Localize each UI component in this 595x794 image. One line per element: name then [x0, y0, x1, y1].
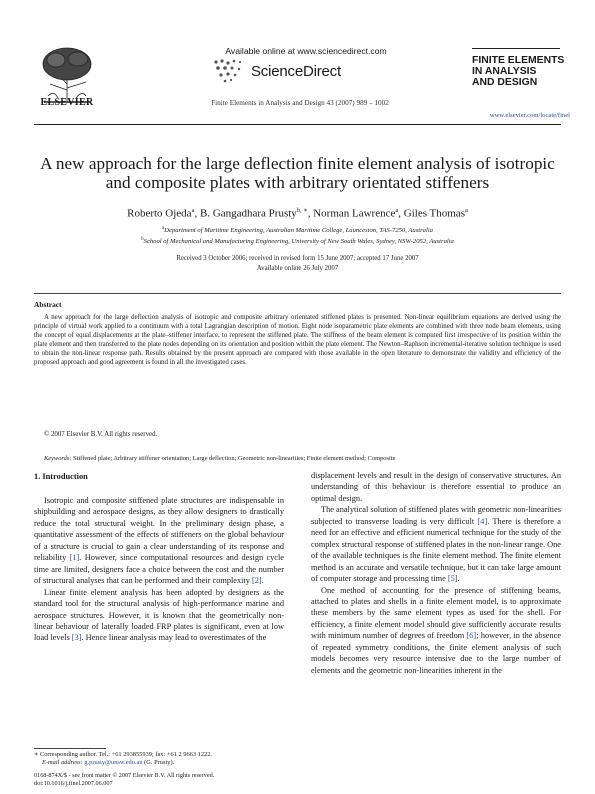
author-name: B. Gangadhara Prusty	[199, 207, 297, 220]
keywords	[44, 455, 561, 462]
title-line: A new approach for the large deflection finite element analysis of isotropic	[40, 154, 555, 173]
paragraph-text: The analytical solution of stiffened plates with geometric non-linearities subjected to transverse loading is very difficult	[311, 505, 561, 526]
section-heading: 1. Introduction	[34, 472, 88, 481]
journal-title-line: AND DESIGN	[472, 77, 538, 88]
author-name: Norman Lawrence	[313, 207, 396, 220]
body-paragraph	[34, 587, 284, 644]
author-sup: b, ∗	[296, 207, 308, 214]
doi-line: doi:10.1016/j.finel.2007.06.007	[34, 779, 113, 787]
abstract-heading: Abstract	[34, 300, 62, 309]
affiliation-text: Department of Maritime Engineering, Australian Maritime College, Launceston, TAS-7250, Australia	[164, 227, 433, 235]
citation-link[interactable]: [1]	[69, 553, 80, 563]
abstract-copyright: © 2007 Elsevier B.V. All rights reserved.	[44, 431, 158, 438]
author-sup: a	[191, 207, 195, 214]
affiliation-sup: b	[141, 237, 144, 242]
citation-link[interactable]: [4]	[477, 516, 488, 526]
journal-title-rule	[472, 48, 560, 49]
body-paragraph	[311, 504, 561, 584]
footnote-contact: ∗ Corresponding author. Tel.: +61 293855939; fax: +61 2 9663 1222.	[34, 751, 213, 758]
header-rule	[34, 124, 561, 125]
paragraph-text: ; however, in the absence of repeated symmetry conditions, the finite element analysis of such models becomes very resource intensive due to the large number of elements and the geometric non-linearities inherent in the	[311, 631, 561, 675]
abstract-top-rule	[34, 293, 561, 294]
body-paragraph	[311, 585, 561, 677]
title-line: and composite plates with arbitrary orientated stiffeners	[105, 173, 490, 192]
keywords-list: Stiffened plate; Arbitrary stiffener orientation; Large deflection; Geometric non-linearities; Finite element method; Composite	[73, 455, 396, 462]
author-name: Roberto Ojeda	[127, 207, 192, 220]
email-label: E-mail address:	[42, 759, 83, 767]
journal-title-line: IN ANALYSIS	[472, 66, 537, 77]
corresponding-author-footnote	[34, 751, 294, 767]
paragraph-text: .	[261, 576, 264, 586]
online-date: Available online 26 July 2007	[256, 265, 339, 272]
affiliation	[40, 226, 555, 234]
publisher-name: ELSEVIER	[40, 97, 94, 108]
author-sup: a	[395, 207, 399, 214]
author-list: Roberto Ojeda$^a$, B. Gangadhara Prusty$^{b, ∗}$, Norman Lawrence$^a$, Giles Thomas$^a$	[127, 207, 468, 220]
email-link[interactable]: g.prusty@unsw.edu.au	[84, 759, 143, 767]
paragraph-text: . Hence linear analysis may lead to overestimates of the	[81, 633, 267, 643]
citation-link[interactable]: [3]	[71, 633, 82, 643]
affiliation-text: School of Mechanical and Manufacturing Engineering, University of New South Wales, Sydney, NSW-2052, Australia	[143, 238, 454, 246]
journal-citation: Finite Elements in Analysis and Design 43 (2007) 989 – 1002	[211, 99, 389, 107]
paragraph-text: Linear finite element analysis has been adopted by designers as the standard tool for the structural analysis of high-performance marine and aerospace structures. However, it is known that the geometrically non-linear behaviour of laterally loaded FRP plates is significant, even at low load levels	[34, 587, 284, 643]
journal-title	[472, 55, 577, 88]
email-suffix: (G. Prusty).	[144, 759, 175, 767]
abstract-text: A new approach for the large deflection analysis of isotropic and composite arbitrary orientated stiffened plates is presented. Non-linear equilibrium equations are derived using the principle of virtual work applied to a continuum with a total Lagrangian description of motion. Eight node isoparametric plate elements are combined with three node beam elements, using the concept of equal displacements at the plate–stiffener interface, to represent the stiffened plate. The stiffness of the beam element is computed first irrespective of its position within the plate element and then transferred to the plate nodes depending on its orientation and position within the plate element. The Newton–Raphson incremental-iterative solution technique is used to obtain the non-linear response path. Results obtained by the present approach are compared with those available in the open literature to demonstrate the validity and efficiency of the proposed approach and good agreement is found in all the investigated cases.	[34, 314, 561, 367]
author-name: Giles Thomas	[403, 207, 465, 220]
front-matter-info	[34, 772, 334, 788]
received-dates: Received 3 October 2006; received in revised form 15 June 2007; accepted 17 June 2007	[176, 255, 419, 262]
keywords-label: Keywords:	[44, 455, 72, 462]
paragraph-text: .	[457, 574, 460, 584]
author-sup: a	[464, 207, 468, 214]
citation-link[interactable]: [6]	[466, 631, 477, 641]
footnote-email-line	[34, 759, 294, 767]
journal-url-link[interactable]: www.elsevier.com/locate/finel	[489, 112, 570, 119]
sciencedirect-wordmark: ScienceDirect	[251, 63, 341, 80]
body-paragraph	[311, 470, 561, 504]
body-column-left	[34, 495, 284, 644]
paragraph-text: One method of accounting for the presence of stiffening beams, attached to plates and shells in a finite element model, is to approximate these members by the same element types as used for the shell. For efficiency, a finite element model should give sufficiently accurate results with minimum number of degrees of freedom	[311, 585, 561, 641]
citation-link[interactable]: [5]	[447, 574, 458, 584]
affiliation-sup: a	[162, 226, 165, 231]
issn-line: 0168-874X/$ - see front matter © 2007 Elsevier B.V. All rights reserved.	[34, 772, 215, 779]
sciencedirect-dots-icon	[212, 58, 248, 84]
journal-title-line: FINITE ELEMENTS	[472, 55, 565, 66]
paragraph-text: displacement levels and result in the design of conservative structures. An understanding of this behaviour is therefore essential to produce an optimal design.	[311, 471, 561, 503]
citation-link[interactable]: [2]	[251, 576, 262, 586]
footnote-rule	[34, 748, 106, 749]
paragraph-text: . There is therefore a need for an effective and efficient numerical technique for the study of the complex structural response of stiffened plates in the non-linear range. One of the available techniques is the finite element method. The finite element method is an accurate and versatile technique, but it can take large amount of computer storage and processing time	[311, 516, 561, 584]
body-paragraph	[34, 495, 284, 587]
body-column-right	[311, 470, 561, 676]
paragraph-text: . However, since computational resources and design cycle time are limited, designers face a choice between the cost and the number of structural analyses that can be performed and their complexity	[34, 553, 284, 586]
paragraph-text: Isotropic and composite stiffened plate structures are indispensable in shipbuilding and aerospace designs, as they allow designers to drastically reduce the total structural weight. In the preliminary design phase, a quantitative assessment of the effects of stiffeners on the global behaviour of a structure is crucial to gain a clear understanding of its response and reliability	[34, 496, 284, 563]
affiliation	[40, 237, 555, 245]
available-online-link[interactable]: Available online at www.sciencedirect.com	[225, 46, 387, 56]
article-title	[40, 154, 555, 192]
